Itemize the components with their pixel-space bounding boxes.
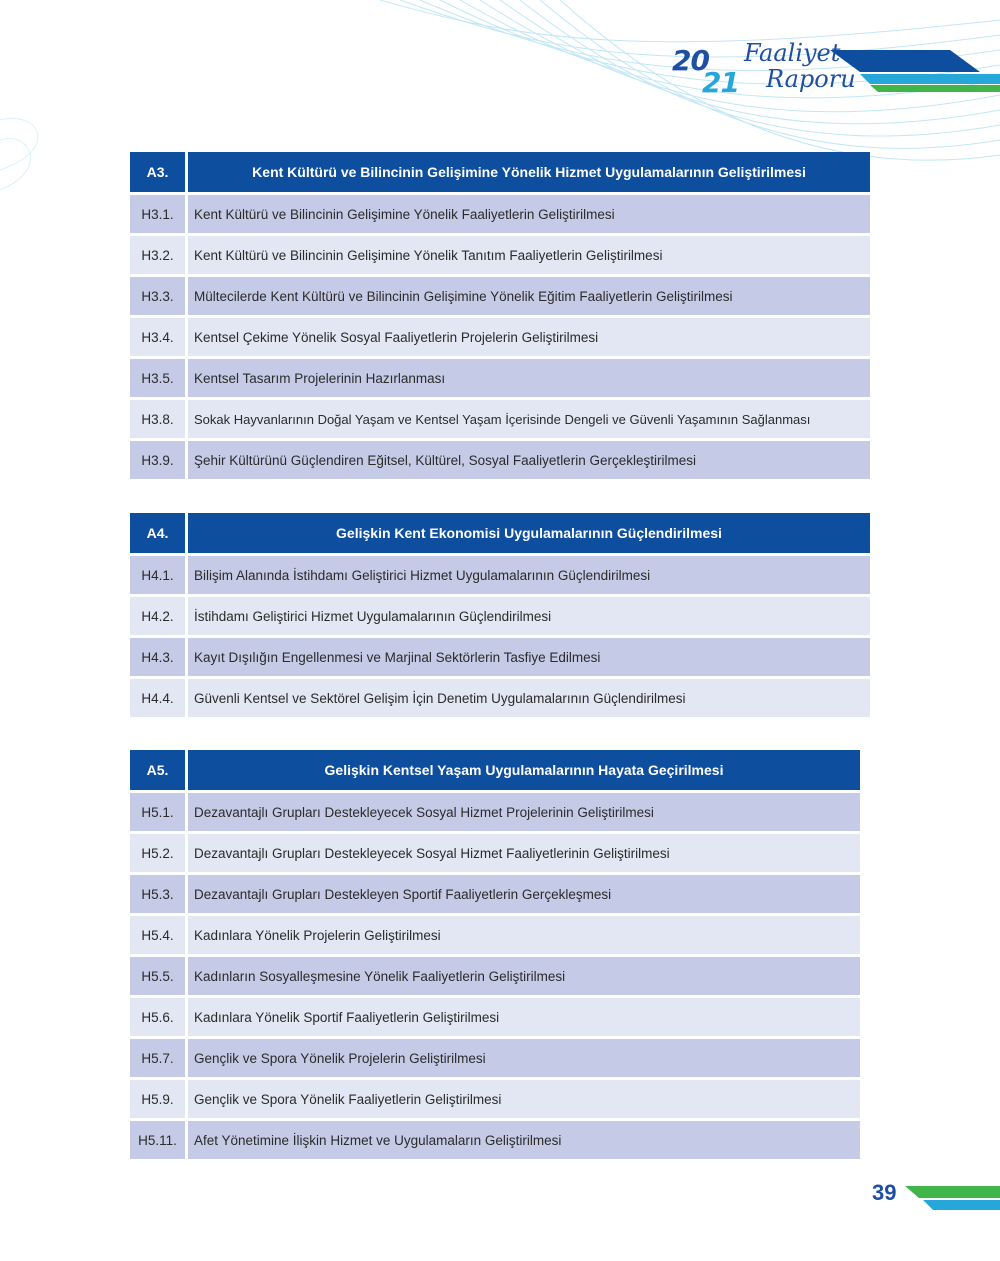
table-row [130, 277, 870, 318]
table-row [130, 957, 860, 998]
row-code: H5.4. [130, 916, 188, 957]
section-code: A5. [130, 750, 188, 793]
table-row [130, 793, 860, 834]
table-row [130, 597, 870, 638]
table-row [130, 195, 870, 236]
table-row [130, 556, 870, 597]
row-code: H3.3. [130, 277, 188, 318]
table-row [130, 1039, 860, 1080]
row-code: H3.2. [130, 236, 188, 277]
section-code: A3. [130, 152, 188, 195]
row-code: H3.4. [130, 318, 188, 359]
row-code: H4.2. [130, 597, 188, 638]
row-code: H5.7. [130, 1039, 188, 1080]
logo-line1: Faaliyet [744, 39, 841, 67]
logo-year-top: 20 [672, 44, 709, 77]
table-row [130, 359, 870, 400]
row-text: Güvenli Kentsel ve Sektörel Gelişim İçin Denetim Uygulamalarının Güçlendirilmesi [188, 679, 870, 717]
row-text: Dezavantajlı Grupları Destekleyecek Sosyal Hizmet Faaliyetlerinin Geliştirilmesi [188, 834, 860, 875]
report-logo [672, 39, 856, 100]
logo-year-bottom: 21 [702, 66, 739, 99]
table-row [130, 638, 870, 679]
row-text: Kayıt Dışılığın Engellenmesi ve Marjinal Sektörlerin Tasfiye Edilmesi [188, 638, 870, 679]
row-code: H5.6. [130, 998, 188, 1039]
row-code: H4.3. [130, 638, 188, 679]
row-text: Gençlik ve Spora Yönelik Faaliyetlerin Geliştirilmesi [188, 1080, 860, 1121]
row-text: Gençlik ve Spora Yönelik Projelerin Geliştirilmesi [188, 1039, 860, 1080]
section-title: Kent Kültürü ve Bilincinin Gelişimine Yönelik Hizmet Uygulamalarının Geliştirilmesi [188, 152, 870, 195]
table-row [130, 916, 860, 957]
row-text: Kentsel Çekime Yönelik Sosyal Faaliyetlerin Projelerin Geliştirilmesi [188, 318, 870, 359]
section-title: Gelişkin Kent Ekonomisi Uygulamalarının Güçlendirilmesi [188, 513, 870, 556]
logo-line2: Raporu [766, 65, 856, 93]
row-text: Kent Kültürü ve Bilincinin Gelişimine Yönelik Faaliyetlerin Geliştirilmesi [188, 195, 870, 236]
row-code: H5.2. [130, 834, 188, 875]
row-text: Kadınlara Yönelik Sportif Faaliyetlerin Geliştirilmesi [188, 998, 860, 1039]
row-text: Dezavantajlı Grupları Destekleyecek Sosyal Hizmet Projelerinin Geliştirilmesi [188, 793, 860, 834]
section-code: A4. [130, 513, 188, 556]
footer-stripes [905, 1186, 1000, 1210]
table-row [130, 1121, 860, 1159]
section-title: Gelişkin Kentsel Yaşam Uygulamalarının Hayata Geçirilmesi [188, 750, 860, 793]
row-text: Kadınların Sosyalleşmesine Yönelik Faaliyetlerin Geliştirilmesi [188, 957, 860, 998]
row-code: H5.1. [130, 793, 188, 834]
row-code: H4.1. [130, 556, 188, 597]
row-code: H3.1. [130, 195, 188, 236]
row-code: H5.5. [130, 957, 188, 998]
row-text: Afet Yönetimine İlişkin Hizmet ve Uygulamaların Geliştirilmesi [188, 1121, 860, 1159]
row-code: H5.11. [130, 1121, 188, 1159]
row-text: Kentsel Tasarım Projelerinin Hazırlanması [188, 359, 870, 400]
row-text: Dezavantajlı Grupları Destekleyen Sportif Faaliyetlerin Gerçekleşmesi [188, 875, 860, 916]
section-a4-table [130, 513, 870, 717]
page-number: 39 [872, 1180, 897, 1205]
row-text: Bilişim Alanında İstihdamı Geliştirici Hizmet Uygulamalarının Güçlendirilmesi [188, 556, 870, 597]
row-text: Şehir Kültürünü Güçlendiren Eğitsel, Kültürel, Sosyal Faaliyetlerin Gerçekleştirilmesi [188, 441, 870, 479]
row-code: H3.8. [130, 400, 188, 441]
section-a5-table [130, 750, 860, 1159]
section-a3-table [130, 152, 870, 479]
table-row [130, 1080, 860, 1121]
row-code: H4.4. [130, 679, 188, 717]
table-row [130, 875, 860, 916]
header-stripes [830, 50, 1000, 92]
table-row [130, 318, 870, 359]
row-text: Kent Kültürü ve Bilincinin Gelişimine Yönelik Tanıtım Faaliyetlerin Geliştirilmesi [188, 236, 870, 277]
table-row [130, 834, 860, 875]
row-code: H5.3. [130, 875, 188, 916]
table-row [130, 441, 870, 479]
row-text: Mültecilerde Kent Kültürü ve Bilincinin Gelişimine Yönelik Eğitim Faaliyetlerin Geliştirilmesi [188, 277, 870, 318]
table-row [130, 236, 870, 277]
row-text: Sokak Hayvanlarının Doğal Yaşam ve Kentsel Yaşam İçerisinde Dengeli ve Güvenli Yaşamının Sağlanması [188, 400, 870, 441]
row-text: Kadınlara Yönelik Projelerin Geliştirilmesi [188, 916, 860, 957]
row-text: İstihdamı Geliştirici Hizmet Uygulamalarının Güçlendirilmesi [188, 597, 870, 638]
row-code: H3.9. [130, 441, 188, 479]
table-row [130, 679, 870, 717]
row-code: H5.9. [130, 1080, 188, 1121]
table-row [130, 998, 860, 1039]
table-row [130, 400, 870, 441]
row-code: H3.5. [130, 359, 188, 400]
